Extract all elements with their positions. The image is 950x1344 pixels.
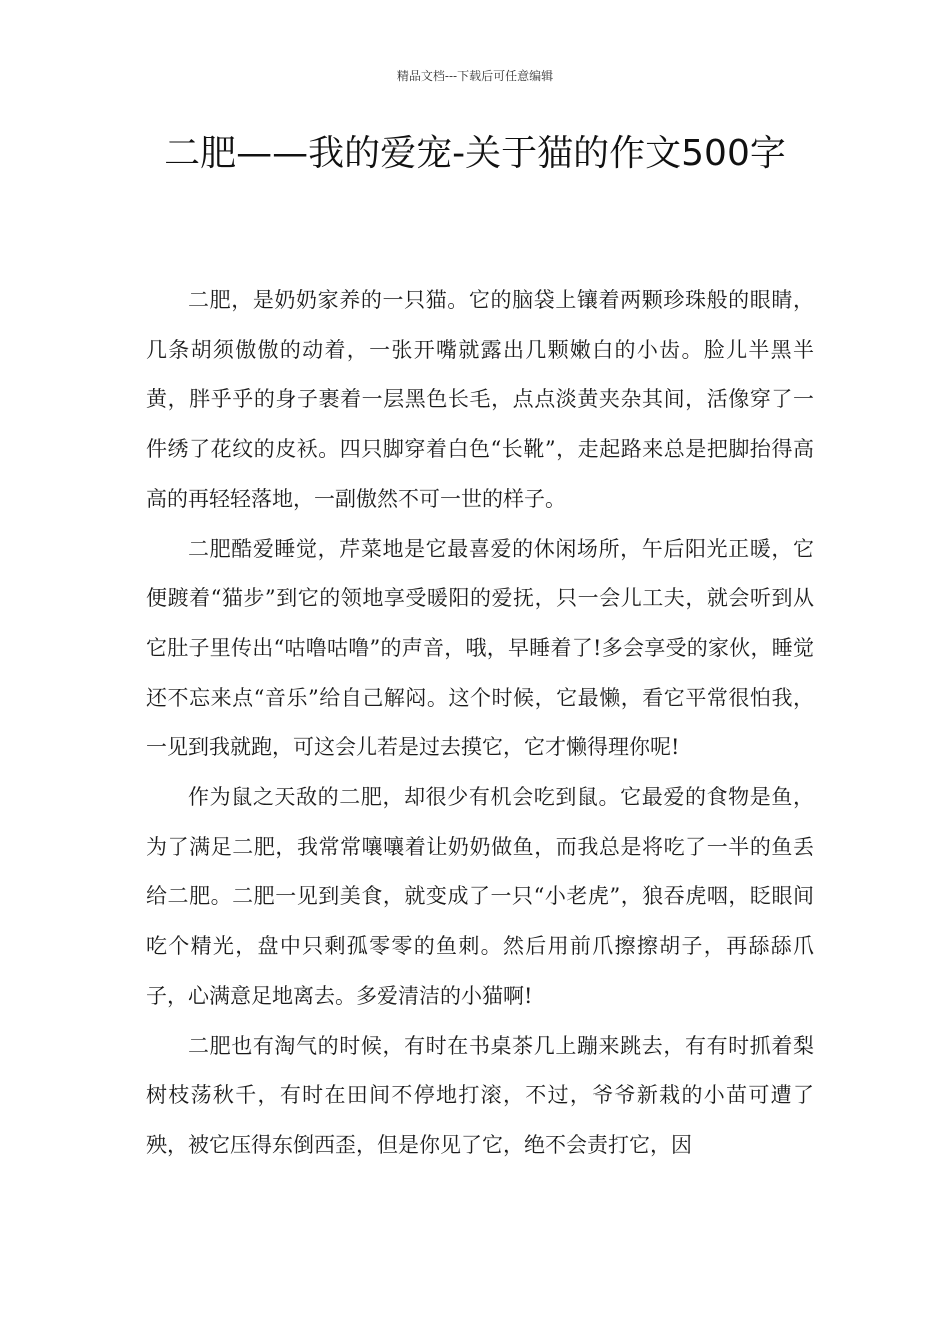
document-title: 二肥——我的爱宠-关于猫的作文500字 <box>164 133 786 174</box>
paragraph-4: 二肥也有淘气的时候，有时在书桌茶几上蹦来跳去，有有时抓着梨树枝荡秋千，有时在田间不停地打滚，不过，爷爷新栽的小苗可遭了殃，被它压得东倒西歪，但是你见了它，绝不会责打它，因 <box>146 1033 814 1157</box>
header-note: 精品文档---下载后可任意编辑 <box>396 69 554 83</box>
paragraph-3: 作为鼠之天敌的二肥，却很少有机会吃到鼠。它最爱的食物是鱼，为了满足二肥，我常常嚷嚷着让奶奶做鱼，而我总是将吃了一半的鱼丢给二肥。二肥一见到美食，就变成了一只“小老虎”，狼吞虎咽，眨眼间吃个精光，盘中只剩孤零零的鱼刺。然后用前爪擦擦胡子，再舔舔爪子，心满意足地离去。多爱清洁的小猫啊! <box>146 785 814 1008</box>
paragraph-2: 二肥酷爱睡觉，芹菜地是它最喜爱的休闲场所，午后阳光正暖，它便踱着“猫步”到它的领地享受暖阳的爱抚，只一会儿工夫，就会听到从它肚子里传出“咕噜咕噜”的声音，哦，早睡着了!多会享受的家伙，睡觉还不忘来点“音乐”给自己解闷。这个时候，它最懒，看它平常很怕我，一见到我就跑，可这会儿若是过去摸它，它才懒得理你呢! <box>146 536 814 760</box>
essay-body <box>146 276 814 1171</box>
paragraph-1: 二肥，是奶奶家养的一只猫。它的脑袋上镶着两颗珍珠般的眼睛，几条胡须傲傲的动着，一张开嘴就露出几颗嫩白的小齿。脸儿半黑半黄，胖乎乎的身子裹着一层黑色长毛，点点淡黄夹杂其间，活像穿了一件绣了花纹的皮袄。四只脚穿着白色“长靴”，走起路来总是把脚抬得高高的再轻轻落地，一副傲然不可一世的样子。 <box>146 288 814 511</box>
